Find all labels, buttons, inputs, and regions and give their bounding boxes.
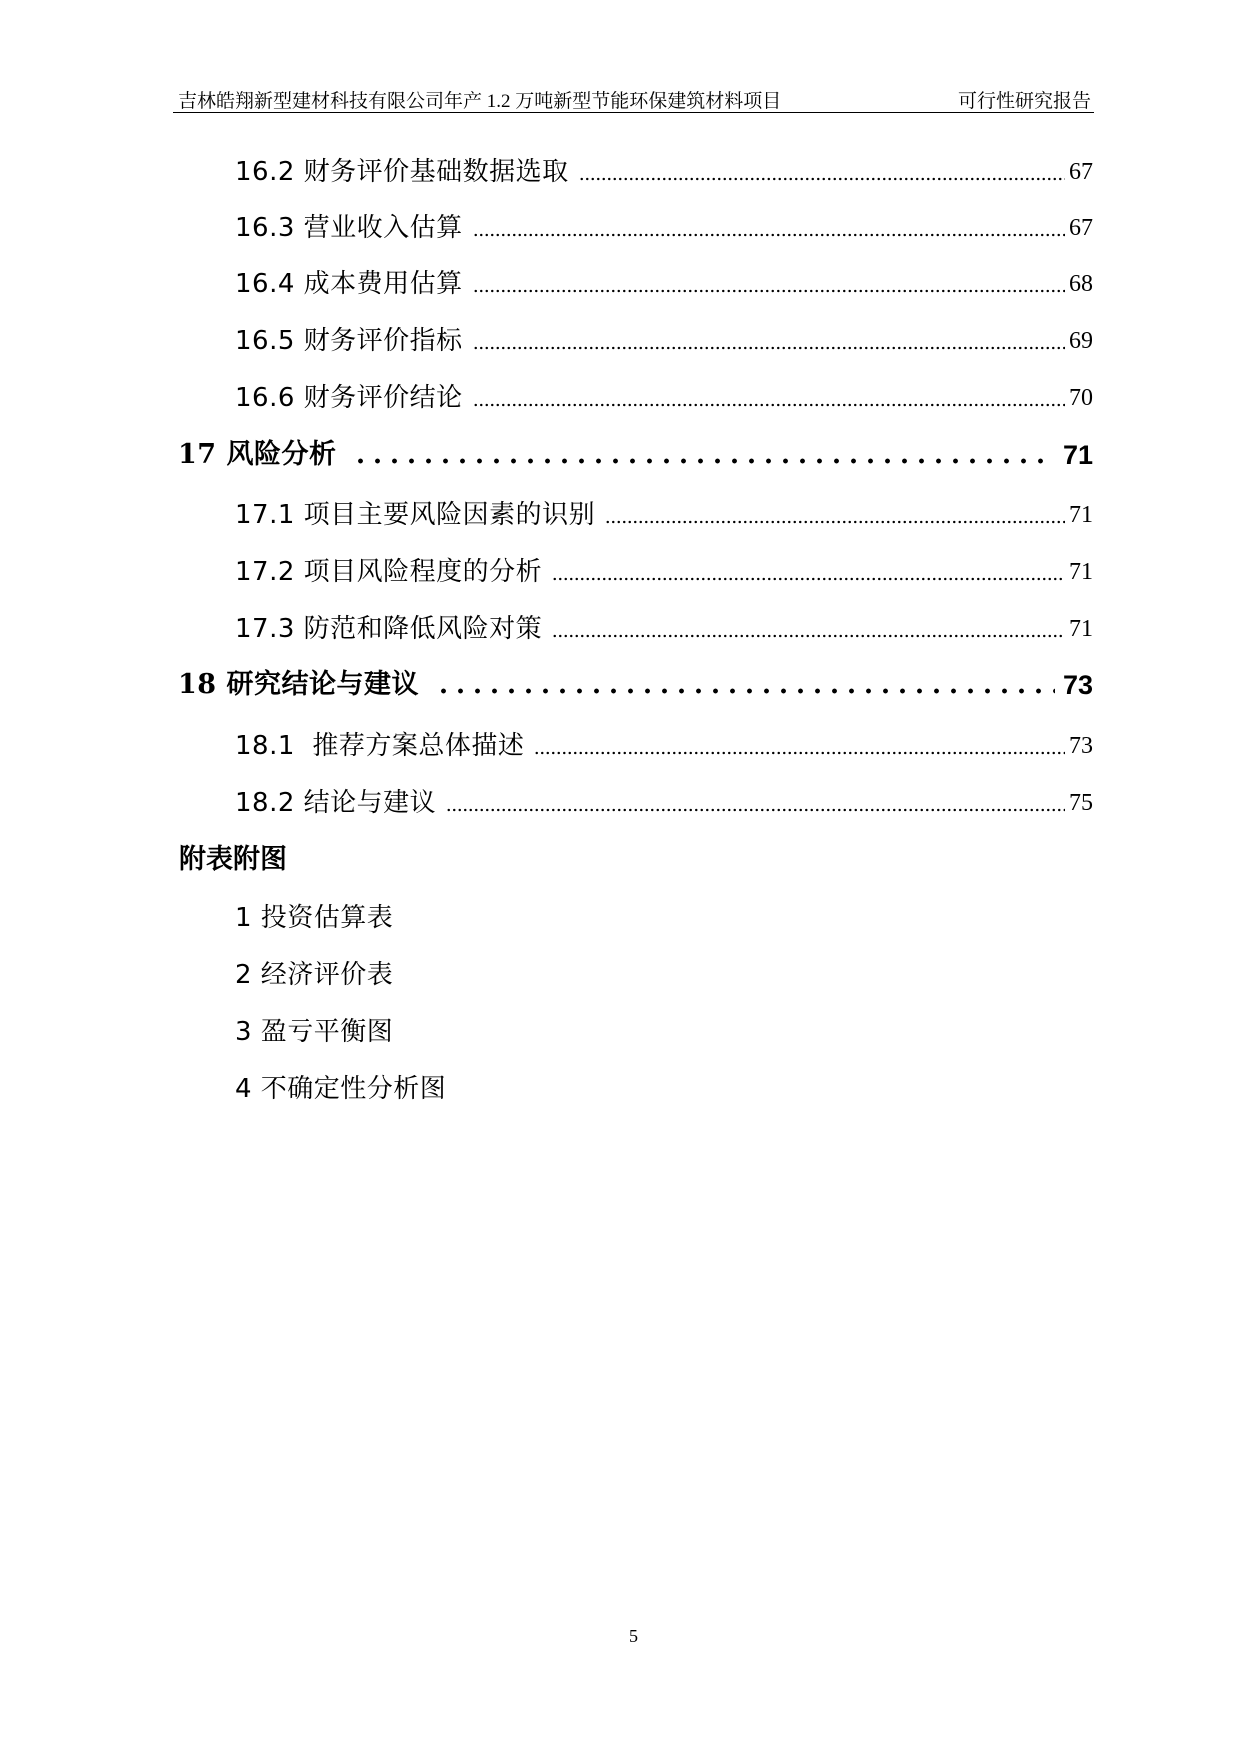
toc-entry-18-2 [235,784,1093,820]
toc-entry-page: 67 [1069,215,1093,241]
dot-leader [446,808,1065,812]
appendix-heading: 附表附图 [179,844,287,875]
dot-leader [352,458,1054,464]
dot-leader [605,520,1065,524]
dot-leader [435,688,1055,694]
header-divider [173,112,1094,113]
toc-entry-label: 17.3 防范和降低风险对策 [235,614,543,644]
toc-entry-label: 16.5 财务评价指标 [235,326,463,356]
header-project-title: 吉林皓翔新型建材科技有限公司年产 1.2 万吨新型节能环保建筑材料项目 [178,91,782,112]
toc-section-page: 71 [1062,440,1093,470]
toc-section-18 [178,666,1093,702]
toc-section-17 [178,436,1093,472]
dot-leader [552,634,1065,638]
appendix-item: 2 经济评价表 [235,960,394,990]
toc-entry-label: 16.6 财务评价结论 [235,383,463,413]
toc-entry-page: 71 [1069,559,1093,585]
toc-entry-page: 69 [1069,328,1093,354]
toc-entry-17-1 [235,496,1093,532]
toc-section-page: 73 [1062,670,1093,700]
dot-leader [534,751,1065,755]
toc-entry-16-3 [235,209,1093,245]
toc-entry-17-2 [235,553,1093,589]
toc-entry-page: 71 [1069,616,1093,642]
toc-entry-16-4 [235,265,1093,301]
toc-entry-page: 70 [1069,385,1093,411]
toc-section-label: 18 研究结论与建议 [178,669,419,700]
toc-entry-label: 16.2 财务评价基础数据选取 [235,157,569,187]
toc-entry-18-1 [235,727,1093,763]
toc-entry-16-5 [235,322,1093,358]
toc-entry-label: 17.1 项目主要风险因素的识别 [235,500,596,530]
toc-entry-label: 18.1 推荐方案总体描述 [235,731,525,761]
dot-leader [473,346,1065,350]
toc-entry-label: 16.3 营业收入估算 [235,213,463,243]
dot-leader [473,233,1065,237]
toc-entry-page: 75 [1069,790,1093,816]
toc-entry-page: 73 [1069,733,1093,759]
toc-entry-page: 68 [1069,271,1093,297]
toc-entry-label: 18.2 结论与建议 [235,788,437,818]
toc-entry-17-3 [235,610,1093,646]
appendix-item: 4 不确定性分析图 [235,1074,447,1104]
toc-entry-16-2 [235,153,1093,189]
header-report-type: 可行性研究报告 [957,91,1091,112]
dot-leader [552,577,1065,581]
toc-entry-page: 67 [1069,159,1093,185]
dot-leader [473,289,1065,293]
toc-entry-label: 17.2 项目风险程度的分析 [235,557,543,587]
dot-leader [579,177,1065,181]
toc-entry-page: 71 [1069,502,1093,528]
toc-entry-label: 16.4 成本费用估算 [235,269,463,299]
appendix-item: 3 盈亏平衡图 [235,1017,394,1047]
toc-section-label: 17 风险分析 [178,439,337,470]
appendix-item: 1 投资估算表 [235,903,394,933]
dot-leader [473,403,1065,407]
toc-entry-16-6 [235,379,1093,415]
footer-page-number: 5 [629,1626,638,1646]
